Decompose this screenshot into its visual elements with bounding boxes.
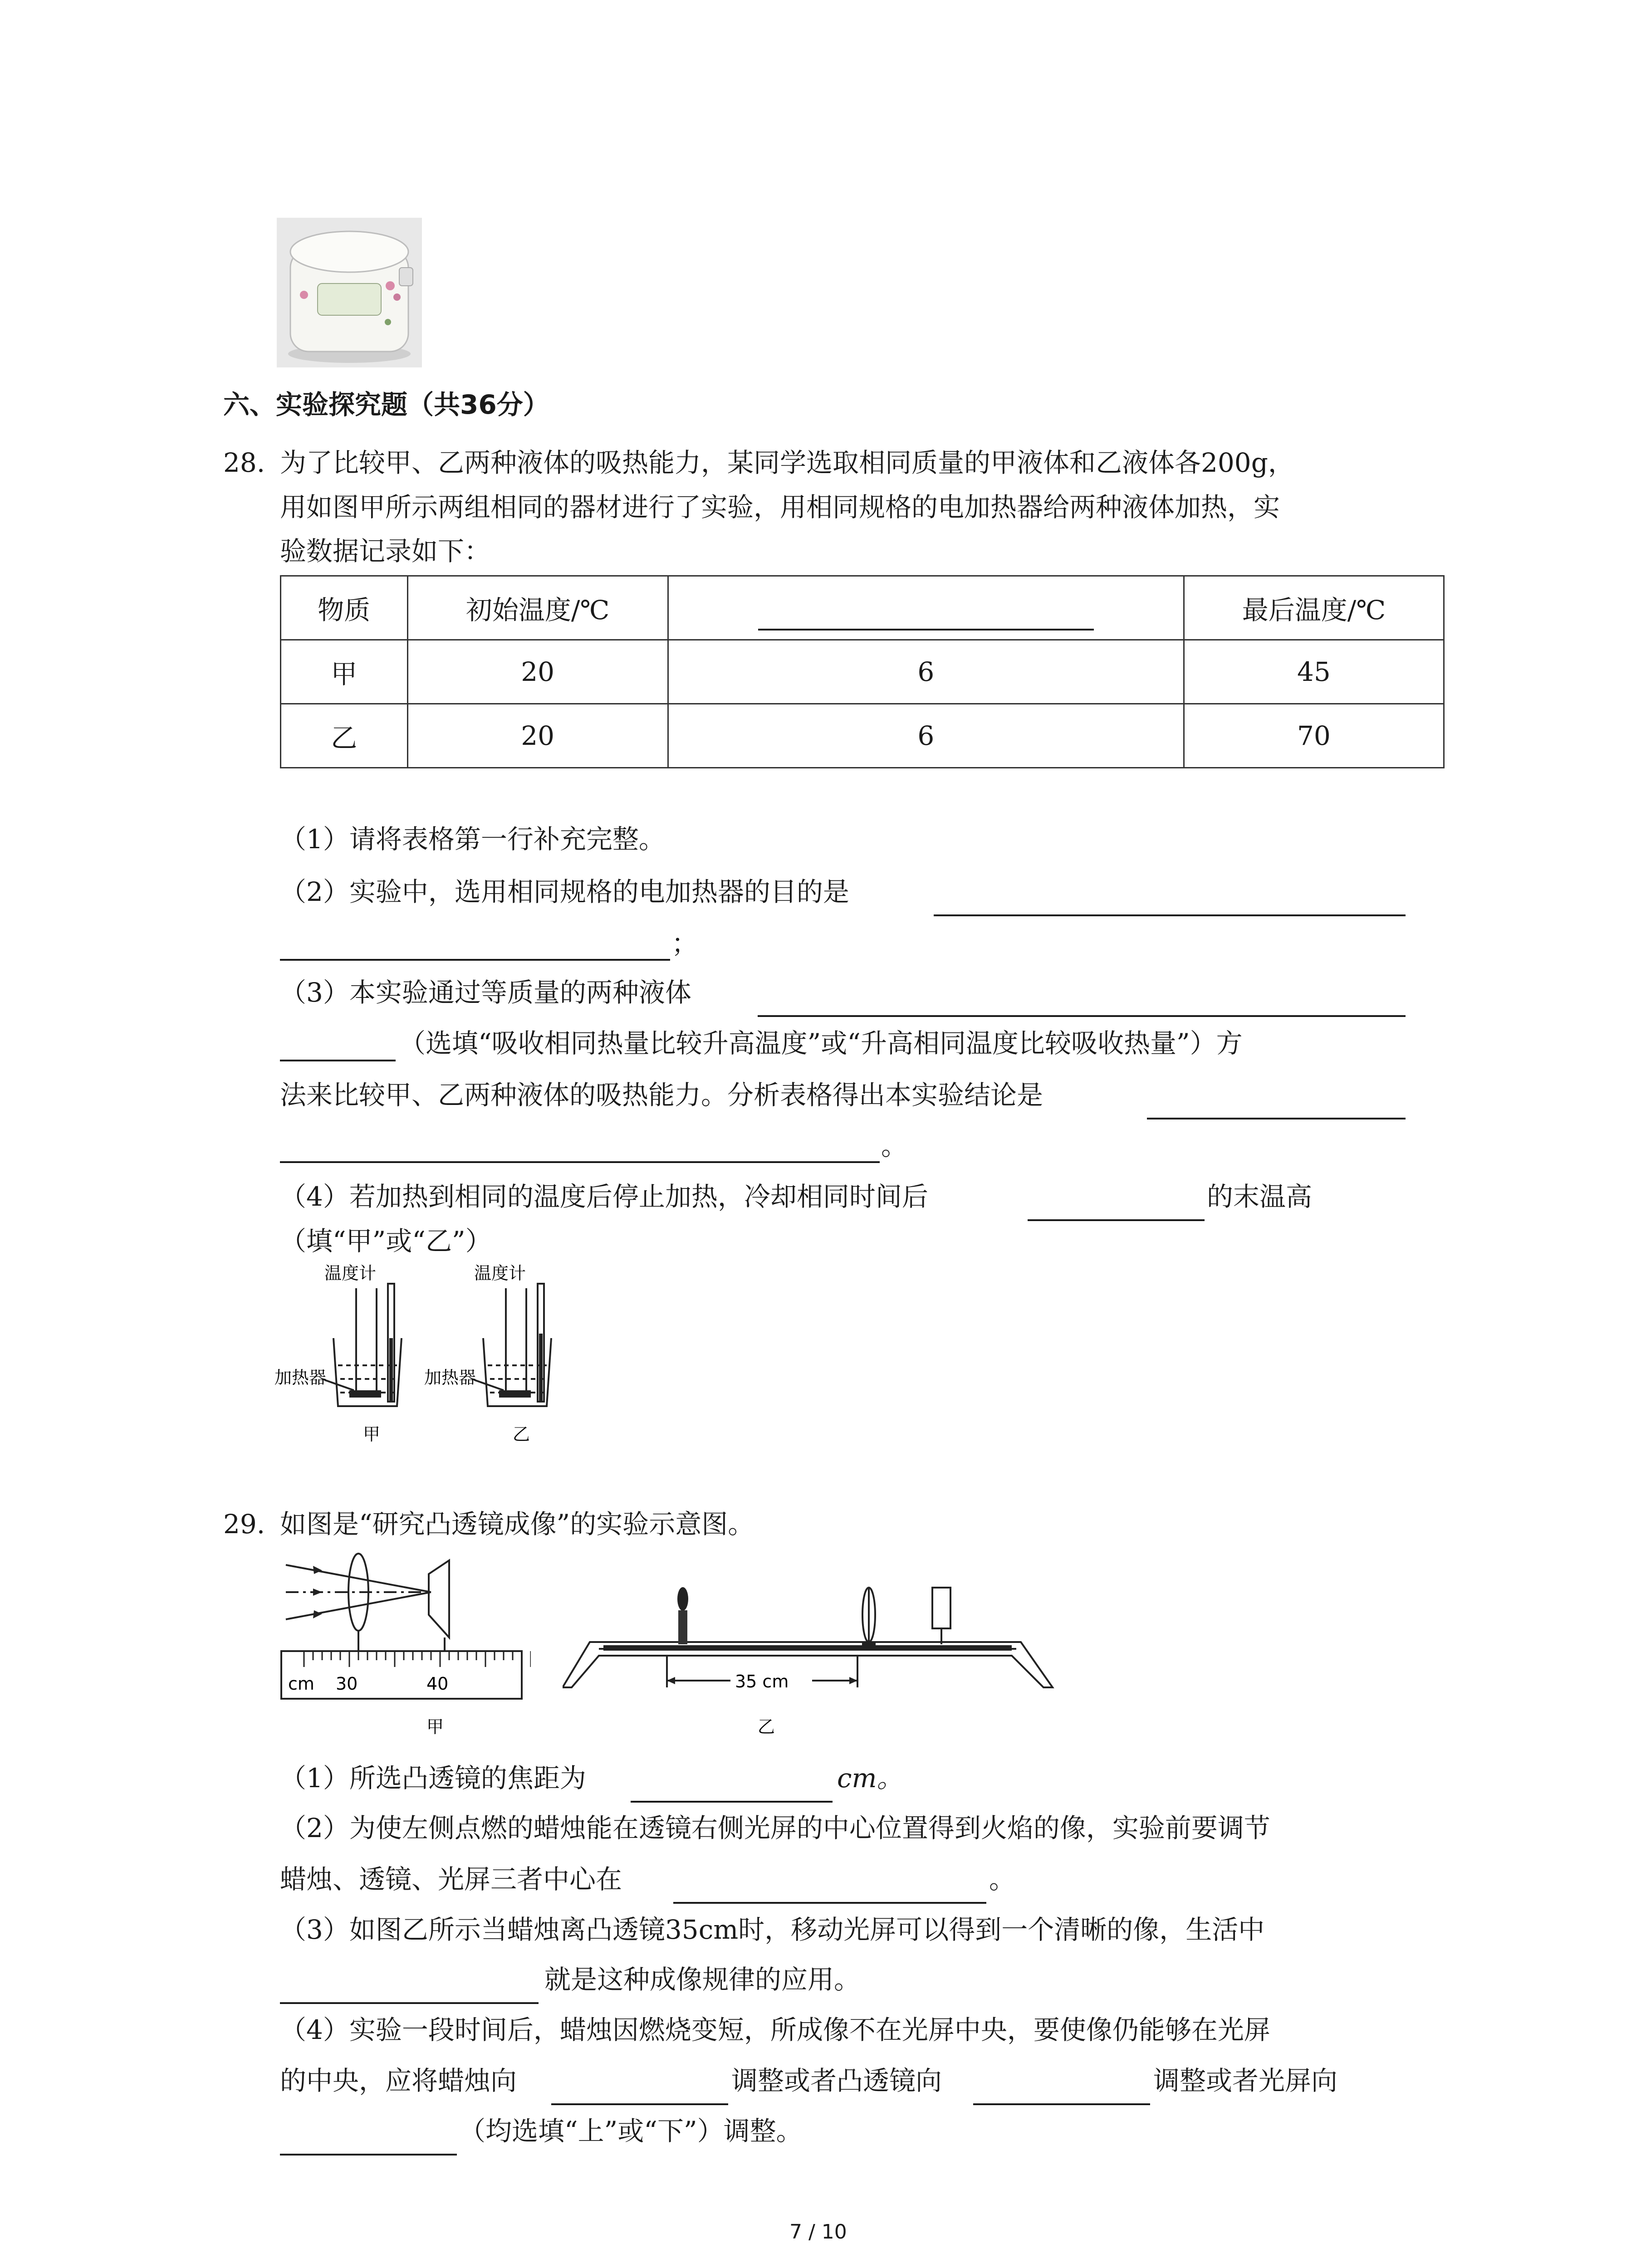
table-header-cell: 物质 xyxy=(281,576,408,640)
q28-part4-text: （4）若加热到相同的温度后停止加热，冷却相同时间后 xyxy=(280,1181,928,1212)
section-title: 六、实验探究题（共36分） xyxy=(223,389,549,420)
q28-part2-text: （2）实验中，选用相同规格的电加热器的目的是 xyxy=(280,876,849,907)
q28-number: 28. xyxy=(223,447,265,478)
q29-number: 29. xyxy=(223,1509,265,1540)
q29-intro: 如图是“研究凸透镜成像”的实验示意图。 xyxy=(280,1509,754,1540)
heating-apparatus-figure xyxy=(274,1261,583,1452)
heater-label-right: 加热器 xyxy=(424,1368,476,1388)
thermometer-label-right: 温度计 xyxy=(474,1263,526,1283)
optical-bench-figure xyxy=(563,1560,1066,1742)
q28-intro-line2: 用如图甲所示两组相同的器材进行了实验，用相同规格的电加热器给两种液体加热，实 xyxy=(280,492,1280,523)
q28-part3-choice: （选填“吸收相同热量比较升高温度”或“升高相同温度比较吸收热量”）方 xyxy=(399,1028,1243,1059)
q29-part4-text-d: （均选填“上”或“下”）调整。 xyxy=(459,2116,803,2146)
ruler-unit-label: cm xyxy=(288,1674,314,1694)
table-cell: 70 xyxy=(1184,704,1444,768)
table-row xyxy=(281,704,1444,768)
heater-label-left: 加热器 xyxy=(274,1368,327,1388)
figure-caption-yi: 乙 xyxy=(513,1424,530,1444)
bench-distance-label: 35 cm xyxy=(735,1672,789,1691)
lens-focal-figure xyxy=(277,1547,531,1746)
q28-part4-hint: （填“甲”或“乙”） xyxy=(280,1226,492,1256)
q29-part2-line2: 蜡烛、透镜、光屏三者中心在 xyxy=(280,1864,622,1895)
q28-part3-text: （3）本实验通过等质量的两种液体 xyxy=(280,977,691,1008)
table-cell: 45 xyxy=(1184,640,1444,704)
q28-data-table xyxy=(280,575,1445,768)
q28-part4-blank[interactable] xyxy=(1028,1188,1205,1221)
q28-part3-blank-c[interactable] xyxy=(1147,1086,1406,1119)
q29-part4-text-b: 调整或者凸透镜向 xyxy=(731,2065,942,2096)
table-header-blank[interactable] xyxy=(758,597,1094,631)
page-number: 7 / 10 xyxy=(789,2220,847,2244)
q28-part1: （1）请将表格第一行补充完整。 xyxy=(280,824,665,855)
table-row xyxy=(281,576,1444,640)
q28-part3-conclusion: 法来比较甲、乙两种液体的吸热能力。分析表格得出本实验结论是 xyxy=(280,1080,1043,1110)
table-header-blank-cell xyxy=(668,576,1184,640)
ruler-tick-30: 30 xyxy=(336,1674,358,1694)
ruler-tick-40: 40 xyxy=(426,1674,449,1694)
thermometer-label-left: 温度计 xyxy=(324,1263,377,1283)
table-header-cell: 初始温度/℃ xyxy=(407,576,668,640)
q29-part1-blank[interactable] xyxy=(631,1769,833,1803)
q29-part2-period: 。 xyxy=(989,1864,1016,1895)
table-cell: 甲 xyxy=(281,640,408,704)
q28-part2-semicolon: ； xyxy=(671,928,698,959)
q28-intro-line1: 为了比较甲、乙两种液体的吸热能力，某同学选取相同质量的甲液体和乙液体各200g， xyxy=(280,447,1294,478)
q29-part3-line1: （3）如图乙所示当蜡烛离凸透镜35cm时，移动光屏可以得到一个清晰的像，生活中 xyxy=(280,1914,1265,1945)
q28-part4-tail: 的末温高 xyxy=(1207,1181,1313,1212)
table-cell: 6 xyxy=(668,640,1184,704)
q28-part3-blank-a[interactable] xyxy=(758,983,1406,1017)
table-cell: 20 xyxy=(407,704,668,768)
q28-part3-blank-d[interactable] xyxy=(280,1129,880,1163)
q29-part4-blank-a[interactable] xyxy=(551,2072,728,2105)
table-cell: 乙 xyxy=(281,704,408,768)
q29-part4-line1: （4）实验一段时间后，蜡烛因燃烧变短，所成像不在光屏中央，要使像仍能够在光屏 xyxy=(280,2014,1270,2045)
q28-part2-blank-b[interactable] xyxy=(280,927,670,961)
q29-part2-blank[interactable] xyxy=(673,1870,986,1904)
table-row xyxy=(281,640,1444,704)
q28-part3-blank-b[interactable] xyxy=(280,1028,396,1061)
q29-part3-line2: 就是这种成像规律的应用。 xyxy=(544,1964,861,1995)
q28-intro-line3: 验数据记录如下： xyxy=(280,536,491,567)
table-cell: 6 xyxy=(668,704,1184,768)
q29-part2-line1: （2）为使左侧点燃的蜡烛能在透镜右侧光屏的中心位置得到火焰的像，实验前要调节 xyxy=(280,1813,1270,1843)
lens-figure-caption-jia: 甲 xyxy=(426,1717,444,1737)
q29-part4-blank-c[interactable] xyxy=(280,2122,457,2156)
q28-part2-blank-a[interactable] xyxy=(934,883,1406,916)
q29-part1-unit: cm。 xyxy=(837,1763,903,1794)
table-header-cell: 最后温度/℃ xyxy=(1184,576,1444,640)
q29-part1-text: （1）所选凸透镜的焦距为 xyxy=(280,1763,586,1794)
table-cell: 20 xyxy=(407,640,668,704)
bench-figure-caption-yi: 乙 xyxy=(758,1717,775,1737)
figure-caption-jia: 甲 xyxy=(363,1424,381,1444)
rice-cooker-image xyxy=(277,218,422,367)
q29-part3-blank[interactable] xyxy=(280,1970,539,2004)
q29-part4-blank-b[interactable] xyxy=(973,2072,1150,2105)
q28-part3-period: 。 xyxy=(881,1130,908,1161)
q29-part4-text-a: 的中央，应将蜡烛向 xyxy=(280,2065,517,2096)
q29-part4-text-c: 调整或者光屏向 xyxy=(1153,2065,1338,2096)
